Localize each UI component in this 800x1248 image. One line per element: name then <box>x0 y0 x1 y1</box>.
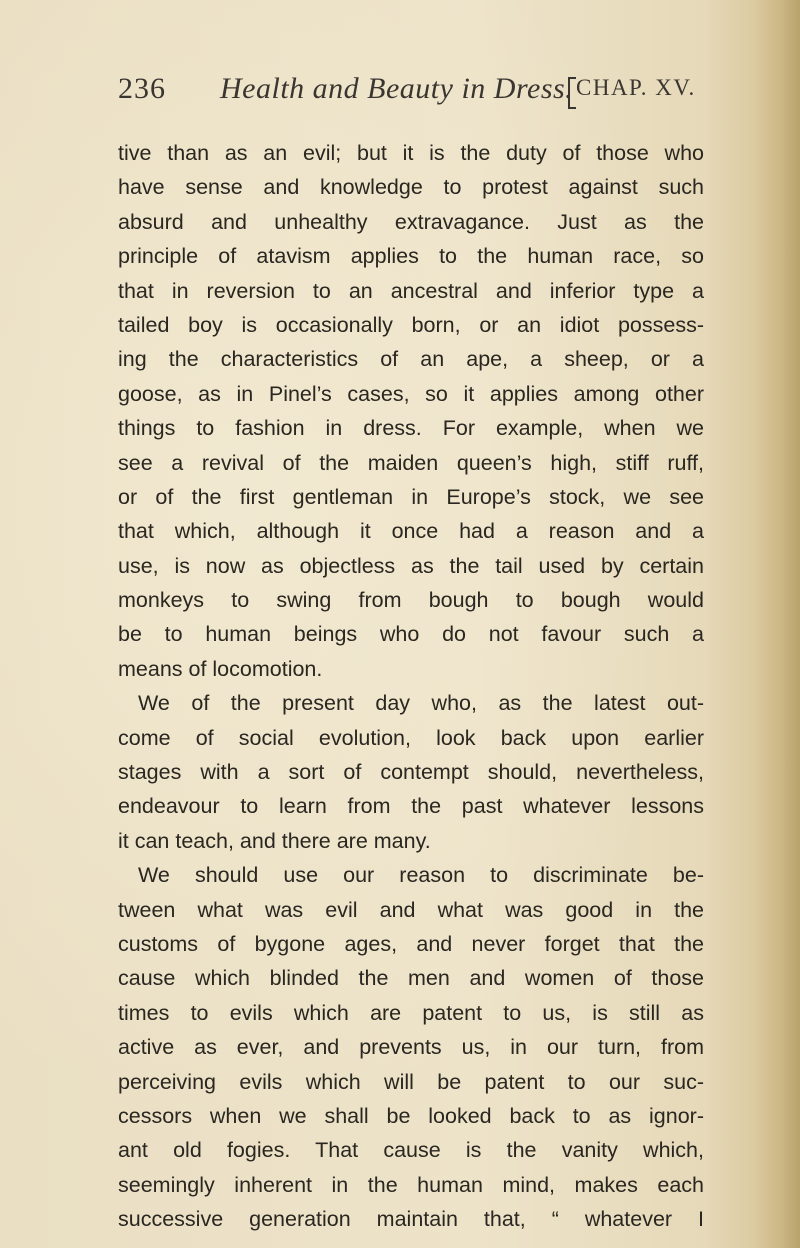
text-line: that which, although it once had a reason and a <box>118 519 704 544</box>
text-line: seemingly inherent in the human mind, makes each <box>118 1172 704 1197</box>
text-line: see a revival of the maiden queen’s high, stiff ruff, <box>118 450 704 475</box>
text-line: things to fashion in dress. For example, when we <box>118 416 704 441</box>
text-line: customs of bygone ages, and never forget that the <box>118 931 704 956</box>
text-line: endeavour to learn from the past whatever lessons <box>118 794 704 819</box>
running-header <box>118 72 718 112</box>
text-line: successive generation maintain that, “ whatever I <box>118 1207 704 1232</box>
running-title: Health and Beauty in Dress. <box>220 72 574 105</box>
text-line: have sense and knowledge to protest against such <box>118 175 704 200</box>
body-text <box>118 136 704 1237</box>
text-line: ant old fogies. That cause is the vanity which, <box>118 1138 704 1163</box>
text-line: or of the first gentleman in Europe’s stock, we see <box>118 484 704 509</box>
text-line: ing the characteristics of an ape, a sheep, or a <box>118 347 704 372</box>
text-line: tailed boy is occasionally born, or an idiot possess- <box>118 312 704 337</box>
text-line: tive than as an evil; but it is the duty of those who <box>118 141 704 165</box>
page-number: 236 <box>118 72 166 105</box>
page-edge-shadow <box>754 0 800 1248</box>
text-line: stages with a sort of contempt should, nevertheless, <box>118 760 704 785</box>
text-line: means of locomotion. <box>118 656 323 681</box>
text-line: come of social evolution, look back upon earlier <box>118 725 704 750</box>
text-line: We should use our reason to discriminate be- <box>138 863 704 888</box>
text-line: principle of atavism applies to the human race, so <box>118 244 704 269</box>
text-line: be to human beings who do not favour such a <box>118 622 704 647</box>
chapter-reference: CHAP. XV. <box>576 75 696 100</box>
text-line: monkeys to swing from bough to bough would <box>118 588 704 613</box>
text-line: active as ever, and prevents us, in our turn, from <box>118 1035 704 1060</box>
text-line: cause which blinded the men and women of those <box>118 966 704 991</box>
text-line: absurd and unhealthy extravagance. Just as the <box>118 209 704 234</box>
text-line: perceiving evils which will be patent to our suc- <box>118 1069 704 1094</box>
text-line: that in reversion to an ancestral and inferior type a <box>118 278 704 303</box>
text-line: use, is now as objectless as the tail used by certain <box>118 553 704 578</box>
text-line: cessors when we shall be looked back to as ignor- <box>118 1103 704 1128</box>
text-line: times to evils which are patent to us, is still as <box>118 1000 704 1025</box>
text-line: tween what was evil and what was good in the <box>118 897 704 922</box>
text-line: We of the present day who, as the latest out- <box>138 691 704 716</box>
text-line: it can teach, and there are many. <box>118 828 431 853</box>
text-line: goose, as in Pinel’s cases, so it applies among other <box>118 381 704 406</box>
